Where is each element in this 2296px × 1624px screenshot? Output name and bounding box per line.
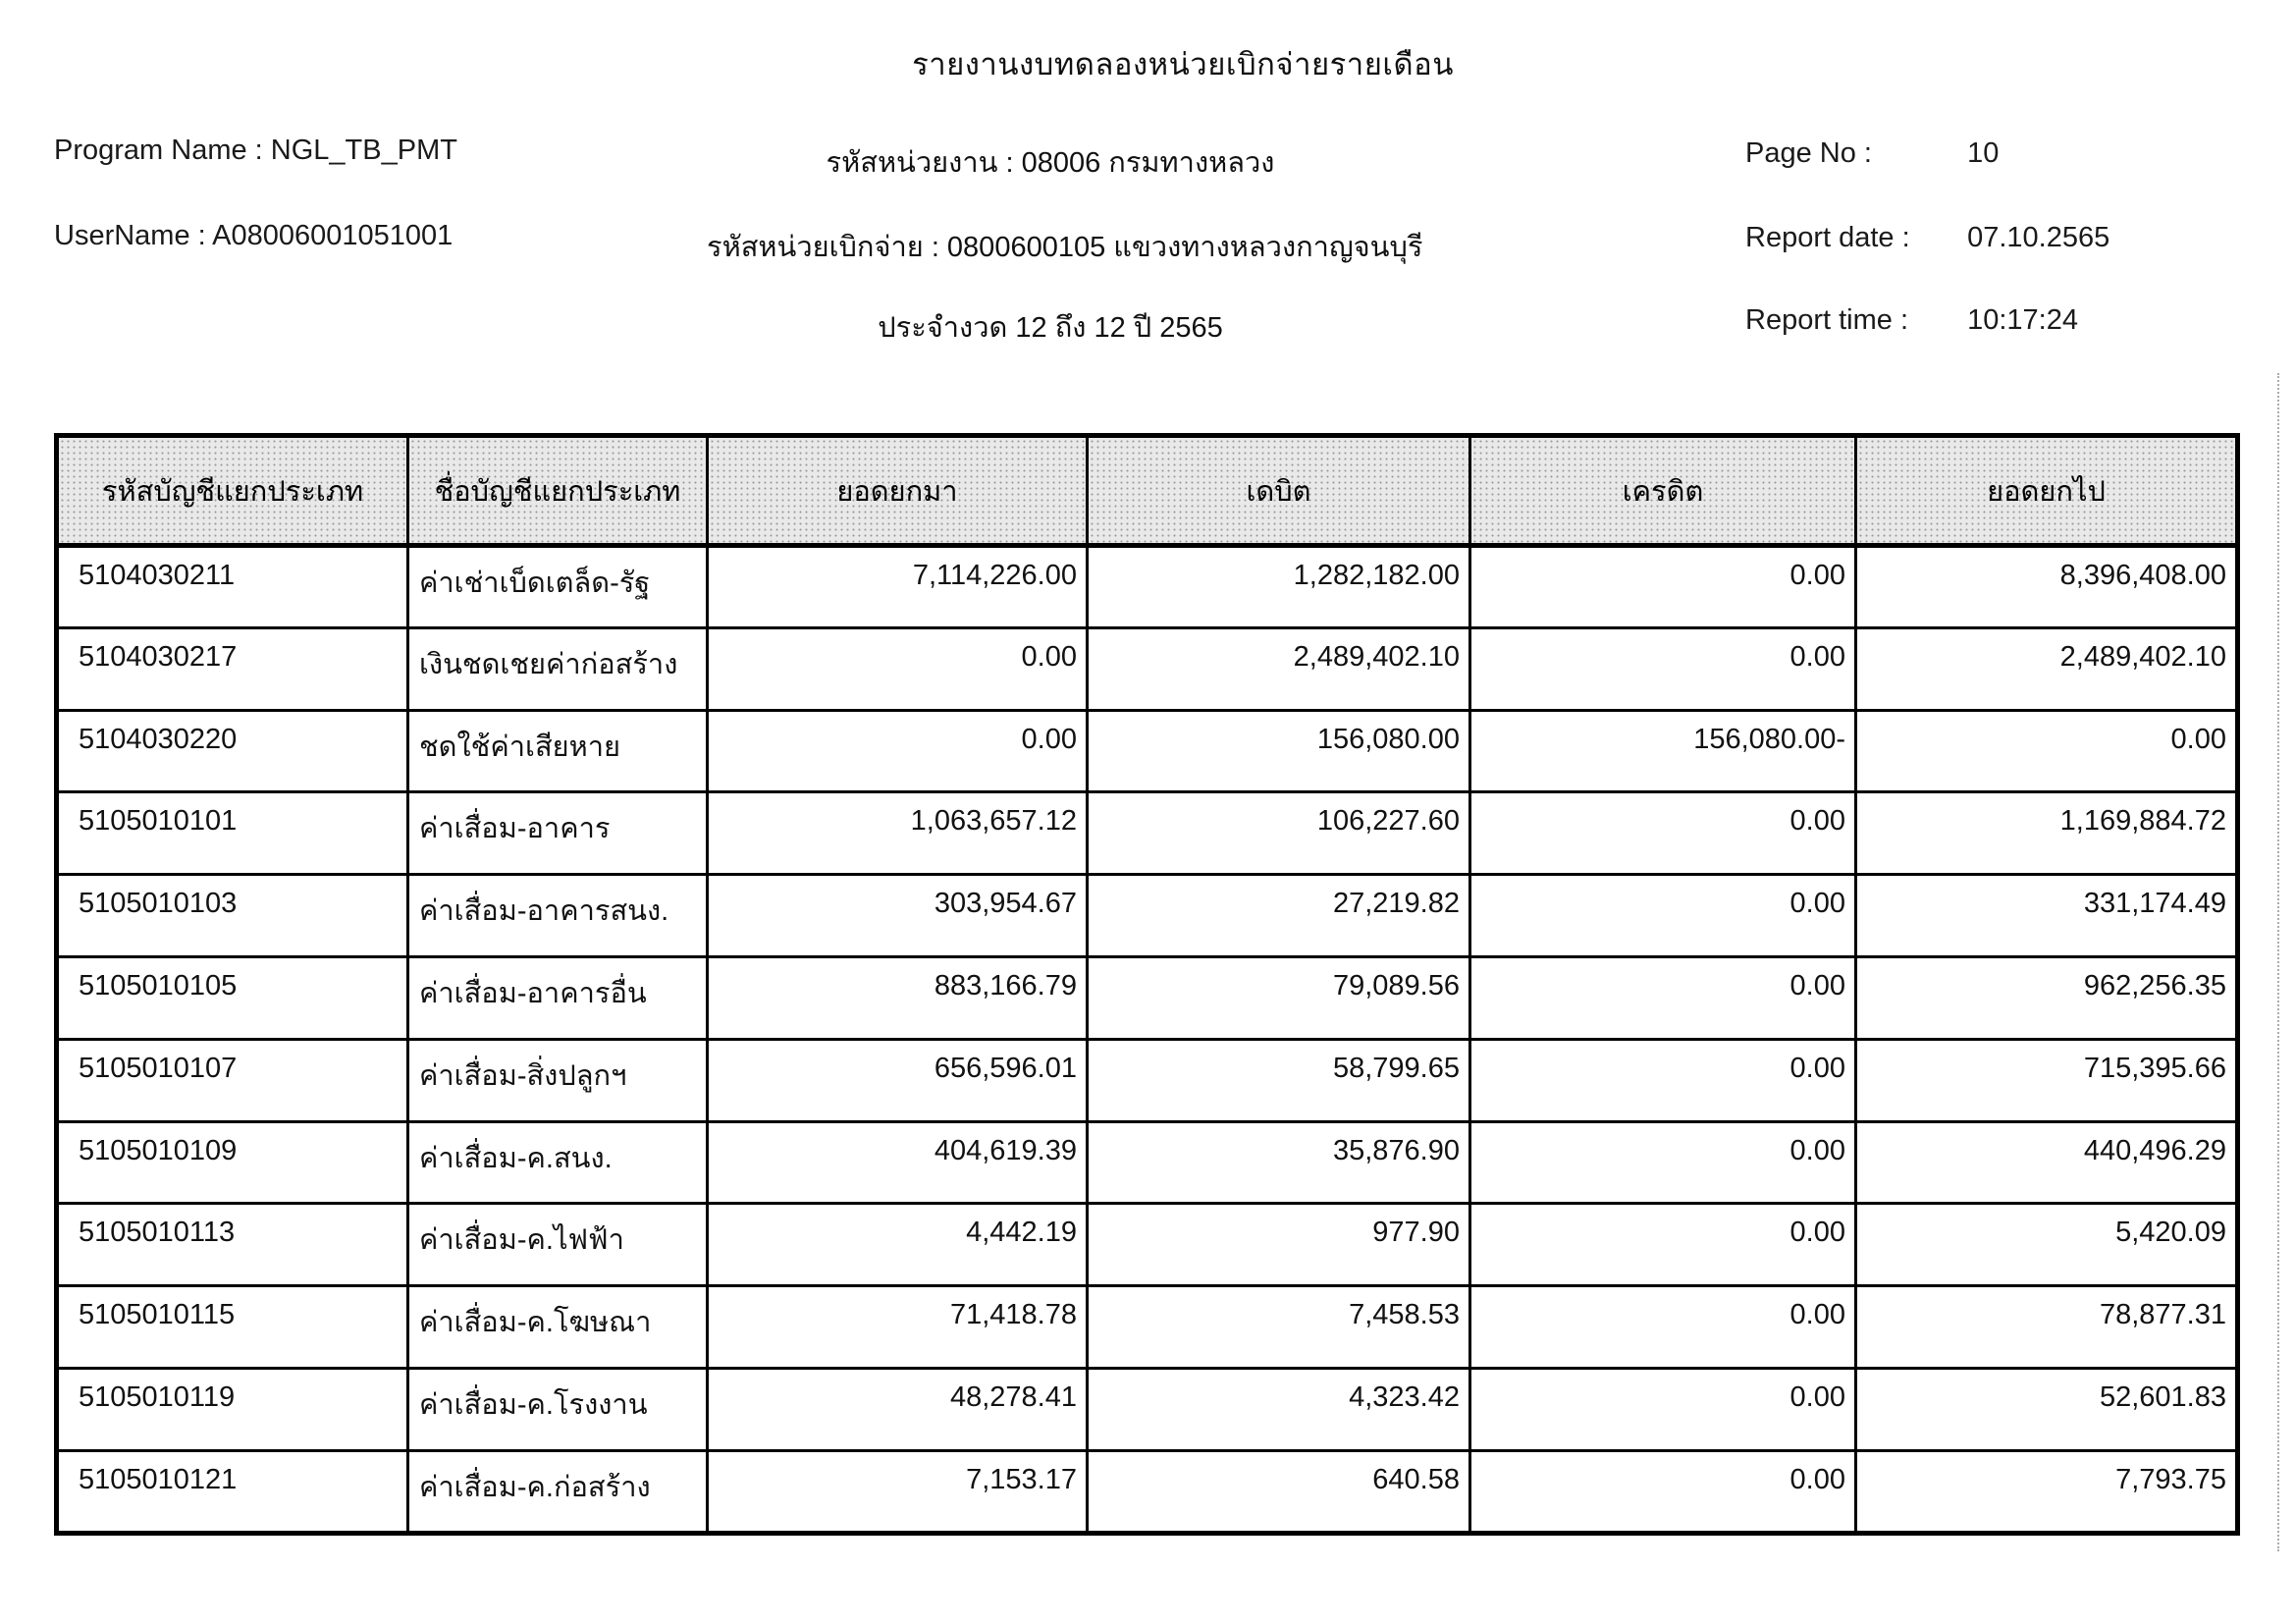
amount-cell: 78,877.31 (1856, 1286, 2238, 1369)
amount-cell: 640.58 (1088, 1450, 1470, 1533)
account-name-cell: ค่าเสื่อม-อาคาร (408, 792, 708, 875)
table-row (57, 1286, 2238, 1369)
amount-cell: 7,153.17 (708, 1450, 1088, 1533)
table-row (57, 1368, 2238, 1450)
account-code-cell: 5105010105 (57, 956, 408, 1039)
account-name-cell: เงินชดเชยค่าก่อสร้าง (408, 627, 708, 710)
table-row (57, 627, 2238, 710)
agency-code: รหัสหน่วยงาน : 08006 กรมทางหลวง (826, 147, 1275, 179)
page-no-line (1745, 137, 1999, 170)
column-header: ยอดยกมา (708, 436, 1088, 546)
column-header: ยอดยกไป (1856, 436, 2238, 546)
table-row (57, 1204, 2238, 1286)
account-code-cell: 5105010103 (57, 875, 408, 957)
amount-cell: 0.00 (708, 627, 1088, 710)
report-date-value: 07.10.2565 (1967, 222, 2110, 253)
report-title: รายงานงบทดลองหน่วยเบิกจ่ายรายเดือน (912, 47, 1454, 81)
amount-cell: 156,080.00- (1470, 710, 1856, 792)
amount-cell: 883,166.79 (708, 956, 1088, 1039)
account-name-cell: ค่าเช่าเบ็ดเตล็ด-รัฐ (408, 546, 708, 628)
report-time-line (1745, 304, 2078, 337)
amount-cell: 962,256.35 (1856, 956, 2238, 1039)
amount-cell: 7,458.53 (1088, 1286, 1470, 1369)
table-row (57, 1450, 2238, 1533)
report-time-value: 10:17:24 (1967, 304, 2078, 336)
table-row (57, 1039, 2238, 1121)
amount-cell: 656,596.01 (708, 1039, 1088, 1121)
account-name-cell: ค่าเสื่อม-อาคารอื่น (408, 956, 708, 1039)
amount-cell: 48,278.41 (708, 1368, 1088, 1450)
amount-cell: 7,793.75 (1856, 1450, 2238, 1533)
account-code-cell: 5105010115 (57, 1286, 408, 1369)
account-code-cell: 5105010121 (57, 1450, 408, 1533)
account-name-cell: ค่าเสื่อม-ค.โรงงาน (408, 1368, 708, 1450)
column-header: เดบิต (1088, 436, 1470, 546)
amount-cell: 0.00 (1470, 1121, 1856, 1204)
amount-cell: 8,396,408.00 (1856, 546, 2238, 628)
account-name-cell: ค่าเสื่อม-ค.โฆษณา (408, 1286, 708, 1369)
report-date-line (1745, 222, 2109, 254)
amount-cell: 5,420.09 (1856, 1204, 2238, 1286)
amount-cell: 331,174.49 (1856, 875, 2238, 957)
table-row (57, 956, 2238, 1039)
page-perforation-line (2277, 373, 2279, 1551)
account-name-cell: ค่าเสื่อม-ค.ไฟฟ้า (408, 1204, 708, 1286)
amount-cell: 0.00 (708, 710, 1088, 792)
account-code-cell: 5105010113 (57, 1204, 408, 1286)
table-row (57, 546, 2238, 628)
amount-cell: 0.00 (1470, 627, 1856, 710)
amount-cell: 303,954.67 (708, 875, 1088, 957)
amount-cell: 0.00 (1856, 710, 2238, 792)
amount-cell: 71,418.78 (708, 1286, 1088, 1369)
program-name-value: NGL_TB_PMT (270, 135, 457, 166)
amount-cell: 0.00 (1470, 546, 1856, 628)
page-no-value: 10 (1967, 137, 2000, 169)
amount-cell: 0.00 (1470, 1368, 1856, 1450)
amount-cell: 0.00 (1470, 875, 1856, 957)
table-row (57, 792, 2238, 875)
report-date-label: Report date : (1745, 222, 1910, 253)
amount-cell: 404,619.39 (708, 1121, 1088, 1204)
amount-cell: 1,169,884.72 (1856, 792, 2238, 875)
trial-balance-table (54, 433, 2240, 1536)
account-code-cell: 5105010107 (57, 1039, 408, 1121)
column-header: รหัสบัญชีแยกประเภท (57, 436, 408, 546)
account-name-cell: ค่าเสื่อม-ค.สนง. (408, 1121, 708, 1204)
amount-cell: 440,496.29 (1856, 1121, 2238, 1204)
user-name-value: A08006001051001 (212, 220, 454, 251)
amount-cell: 156,080.00 (1088, 710, 1470, 792)
amount-cell: 2,489,402.10 (1856, 627, 2238, 710)
disbursement-unit-code: รหัสหน่วยเบิกจ่าย : 0800600105 แขวงทางหลวงกาญจนบุรี (707, 232, 1423, 263)
column-header: ชื่อบัญชีแยกประเภท (408, 436, 708, 546)
amount-cell: 715,395.66 (1856, 1039, 2238, 1121)
account-code-cell: 5105010109 (57, 1121, 408, 1204)
program-name-line (54, 135, 457, 167)
amount-cell: 0.00 (1470, 1286, 1856, 1369)
amount-cell: 58,799.65 (1088, 1039, 1470, 1121)
amount-cell: 7,114,226.00 (708, 546, 1088, 628)
account-name-cell: ค่าเสื่อม-ค.ก่อสร้าง (408, 1450, 708, 1533)
table-row (57, 1121, 2238, 1204)
user-name-label: UserName : (54, 220, 206, 251)
account-name-cell: ค่าเสื่อม-สิ่งปลูกฯ (408, 1039, 708, 1121)
amount-cell: 1,063,657.12 (708, 792, 1088, 875)
amount-cell: 106,227.60 (1088, 792, 1470, 875)
account-name-cell: ชดใช้ค่าเสียหาย (408, 710, 708, 792)
amount-cell: 0.00 (1470, 1450, 1856, 1533)
account-name-cell: ค่าเสื่อม-อาคารสนง. (408, 875, 708, 957)
account-code-cell: 5104030211 (57, 546, 408, 628)
program-name-label: Program Name : (54, 135, 263, 166)
amount-cell: 4,323.42 (1088, 1368, 1470, 1450)
amount-cell: 0.00 (1470, 1039, 1856, 1121)
user-name-line (54, 220, 453, 252)
amount-cell: 27,219.82 (1088, 875, 1470, 957)
account-code-cell: 5105010101 (57, 792, 408, 875)
amount-cell: 0.00 (1470, 956, 1856, 1039)
amount-cell: 79,089.56 (1088, 956, 1470, 1039)
amount-cell: 2,489,402.10 (1088, 627, 1470, 710)
amount-cell: 52,601.83 (1856, 1368, 2238, 1450)
page-no-label: Page No : (1745, 137, 1872, 169)
table-row (57, 875, 2238, 957)
account-code-cell: 5104030220 (57, 710, 408, 792)
amount-cell: 0.00 (1470, 1204, 1856, 1286)
column-header: เครดิต (1470, 436, 1856, 546)
amount-cell: 0.00 (1470, 792, 1856, 875)
amount-cell: 4,442.19 (708, 1204, 1088, 1286)
table-row (57, 710, 2238, 792)
report-period: ประจำงวด 12 ถึง 12 ปี 2565 (878, 312, 1223, 344)
account-code-cell: 5105010119 (57, 1368, 408, 1450)
account-code-cell: 5104030217 (57, 627, 408, 710)
amount-cell: 35,876.90 (1088, 1121, 1470, 1204)
amount-cell: 977.90 (1088, 1204, 1470, 1286)
report-time-label: Report time : (1745, 304, 1908, 336)
amount-cell: 1,282,182.00 (1088, 546, 1470, 628)
table-header-row (57, 436, 2238, 546)
